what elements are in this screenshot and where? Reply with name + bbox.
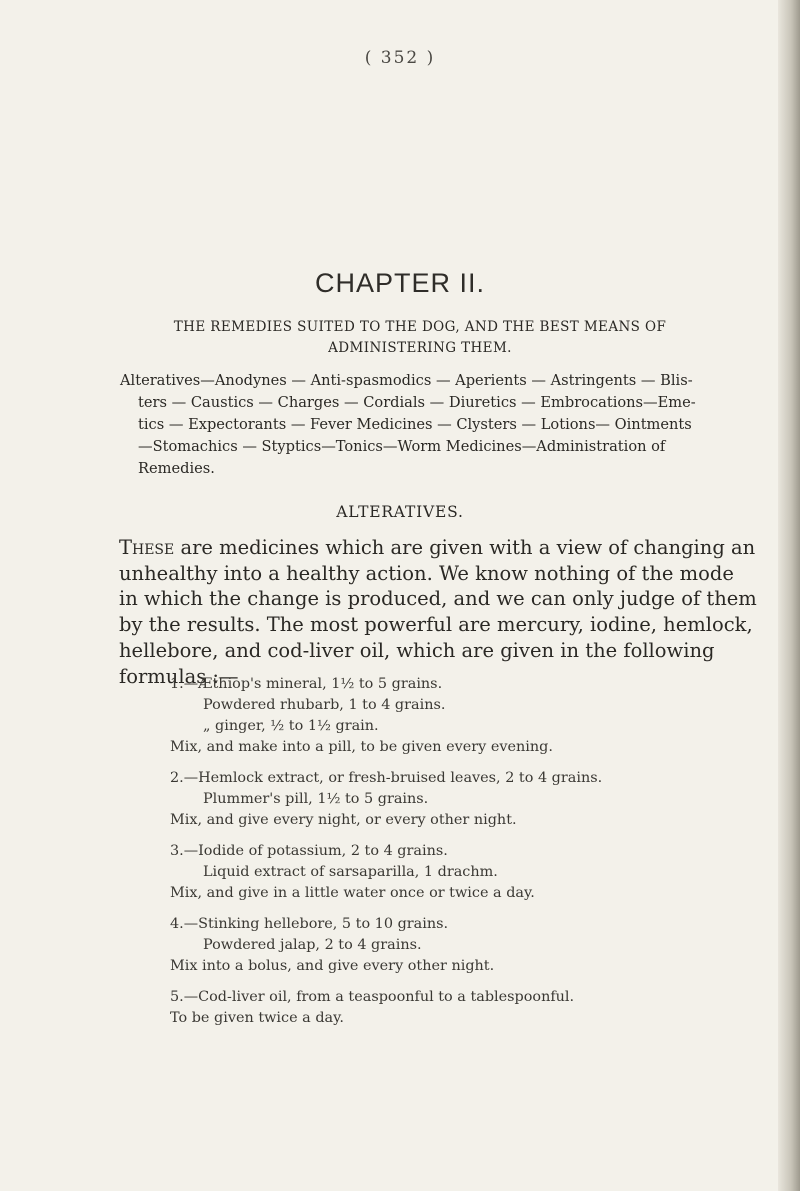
formula-1-line: „ ginger, ½ to 1½ grain. <box>203 718 379 734</box>
contents-line: tics — Expectorants — Fever Medicines — Clysters — Lotions— Ointments <box>138 416 692 433</box>
formula-2-line: Plummer's pill, 1½ to 5 grains. <box>203 791 429 807</box>
formula-1-instruction: Mix, and make into a pill, to be given every evening. <box>170 739 553 755</box>
formula-5-instruction: To be given twice a day. <box>170 1010 344 1026</box>
contents-line: Alteratives—Anodynes — Anti-spasmodics — Aperients — Astringents — Blis- <box>120 372 693 389</box>
body-line: are medicines which are given with a view of changing an <box>174 536 756 559</box>
formula-4-line: 4.—Stinking hellebore, 5 to 10 grains. <box>170 916 449 932</box>
formula-4-instruction: Mix into a bolus, and give every other night. <box>170 958 495 974</box>
chapter-contents <box>120 370 740 480</box>
formula-1-line: Powdered rhubarb, 1 to 4 grains. <box>203 697 446 713</box>
body-line: unhealthy into a healthy action. We know nothing of the mode <box>119 561 734 585</box>
contents-line: —Stomachics — Styptics—Tonics—Worm Medicines—Administration of <box>138 438 666 455</box>
page-edge-shadow <box>778 0 800 1191</box>
section-title: ALTERATIVES. <box>336 503 464 521</box>
formula-5-line: 5.—Cod-liver oil, from a teaspoonful to a tablespoonful. <box>170 989 575 1005</box>
contents-line: ters — Caustics — Charges — Cordials — Diuretics — Embrocations—Eme- <box>138 394 696 411</box>
body-first-word: These <box>119 536 175 559</box>
formula-3-instruction: Mix, and give in a little water once or twice a day. <box>170 885 535 901</box>
formula-2-instruction: Mix, and give every night, or every other night. <box>170 812 517 828</box>
body-line: hellebore, and cod-liver oil, which are given in the following <box>119 638 715 662</box>
body-line: formulas :— <box>119 664 239 688</box>
formula-1-line: 1.—Æthiop's mineral, 1½ to 5 grains. <box>170 676 443 692</box>
contents-line: Remedies. <box>138 460 215 477</box>
chapter-subtitle-line-1: THE REMEDIES SUITED TO THE DOG, AND THE BEST MEANS OF <box>173 319 667 335</box>
chapter-title: CHAPTER II. <box>314 268 486 298</box>
chapter-subtitle-line-2: ADMINISTERING THEM. <box>328 340 512 356</box>
body-line: in which the change is produced, and we can only judge of them <box>119 587 757 611</box>
formula-3-line: 3.—Iodide of potassium, 2 to 4 grains. <box>170 843 448 859</box>
body-line: by the results. The most powerful are mercury, iodine, hemlock, <box>119 613 753 637</box>
formula-4-line: Powdered jalap, 2 to 4 grains. <box>203 937 422 953</box>
formula-3-line: Liquid extract of sarsaparilla, 1 drachm. <box>203 864 498 880</box>
page-number: ( 352 ) <box>364 48 436 68</box>
body-paragraph <box>119 535 757 689</box>
formula-2-line: 2.—Hemlock extract, or fresh-bruised leaves, 2 to 4 grains. <box>170 770 603 786</box>
